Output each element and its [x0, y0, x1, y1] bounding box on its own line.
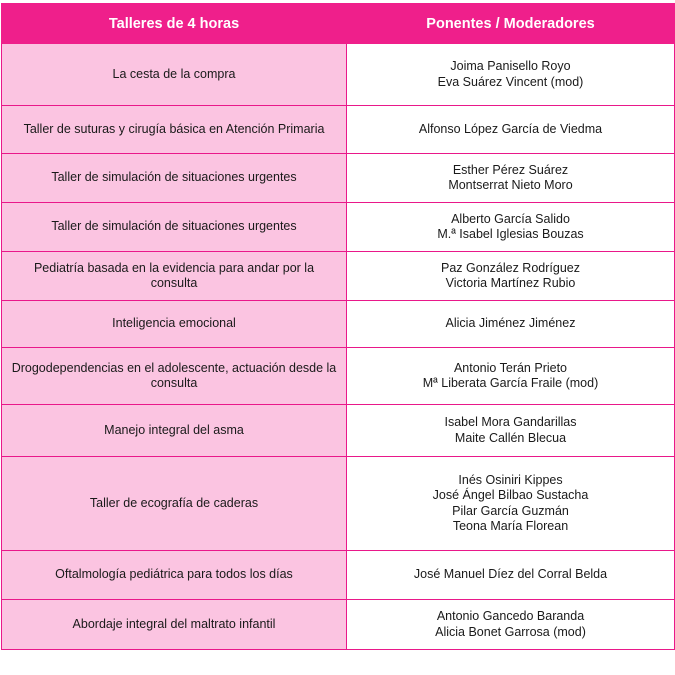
speakers-cell: [347, 551, 675, 600]
speaker-name: Victoria Martínez Rubio: [445, 276, 576, 290]
workshop-cell: Taller de suturas y cirugía básica en Atención Primaria: [2, 106, 347, 154]
speakers-cell: [347, 203, 675, 252]
speaker-name: Mª Liberata García Fraile (mod): [422, 376, 599, 390]
speaker-name: Alicia Bonet Garrosa (mod): [435, 624, 586, 639]
table-row: [2, 44, 675, 106]
speaker-name: Isabel Mora Gandarillas: [444, 415, 577, 429]
table-row: [2, 600, 675, 650]
speakers-cell: [347, 252, 675, 301]
speakers-cell: [347, 154, 675, 203]
workshop-cell: Oftalmología pediátrica para todos los días: [2, 551, 347, 600]
table-row: [2, 154, 675, 203]
speaker-name: Montserrat Nieto Moro: [448, 178, 573, 192]
table-header: [2, 4, 675, 44]
column-header-workshop: Talleres de 4 horas: [2, 4, 347, 44]
speaker-name: Alfonso López García de Viedma: [418, 121, 603, 136]
workshop-cell: Manejo integral del asma: [2, 405, 347, 457]
speakers-cell: [347, 405, 675, 457]
speakers-cell: [347, 106, 675, 154]
workshop-cell: Taller de ecografía de caderas: [2, 457, 347, 551]
workshop-cell: Taller de simulación de situaciones urgentes: [2, 154, 347, 203]
table-body: [2, 44, 675, 650]
speaker-name: Alberto García Salido: [451, 211, 570, 226]
workshops-table: [1, 3, 675, 650]
speakers-cell: [347, 457, 675, 551]
workshop-cell: La cesta de la compra: [2, 44, 347, 106]
speaker-name: Antonio Gancedo Baranda: [436, 609, 585, 623]
workshop-cell: Drogodependencias en el adolescente, actuación desde la consulta: [2, 348, 347, 405]
speaker-name: Joima Panisello Royo: [450, 59, 571, 73]
speaker-name: M.ª Isabel Iglesias Bouzas: [437, 227, 584, 241]
speaker-name: Maite Callén Blecua: [454, 430, 567, 445]
table-row: [2, 551, 675, 600]
speakers-cell: [347, 600, 675, 650]
speaker-name: Esther Pérez Suárez: [452, 162, 569, 177]
workshop-cell: Taller de simulación de situaciones urgentes: [2, 203, 347, 252]
speaker-name: Inés Osiniri Kippes: [458, 472, 563, 487]
header-row: [2, 4, 675, 44]
speaker-name: Alicia Jiménez Jiménez: [445, 316, 576, 331]
table-row: [2, 203, 675, 252]
table-row: [2, 405, 675, 457]
table-row: [2, 301, 675, 348]
column-header-speakers: Ponentes / Moderadores: [347, 4, 675, 44]
speaker-name: Antonio Terán Prieto: [453, 360, 568, 375]
speaker-name: José Manuel Díez del Corral Belda: [413, 567, 608, 582]
table-row: [2, 252, 675, 301]
speakers-cell: [347, 301, 675, 348]
speakers-cell: [347, 348, 675, 405]
speaker-name: Paz González Rodríguez: [441, 260, 580, 275]
speakers-cell: [347, 44, 675, 106]
workshop-cell: Abordaje integral del maltrato infantil: [2, 600, 347, 650]
table-row: [2, 348, 675, 405]
speaker-name: Eva Suárez Vincent (mod): [437, 74, 584, 89]
workshop-cell: Pediatría basada en la evidencia para andar por la consulta: [2, 252, 347, 301]
speaker-name: Pilar García Guzmán: [452, 503, 569, 518]
speaker-name: Teona María Florean: [452, 519, 569, 533]
speaker-name: José Ángel Bilbao Sustacha: [432, 488, 589, 502]
workshop-cell: Inteligencia emocional: [2, 301, 347, 348]
table-row: [2, 457, 675, 551]
table-row: [2, 106, 675, 154]
